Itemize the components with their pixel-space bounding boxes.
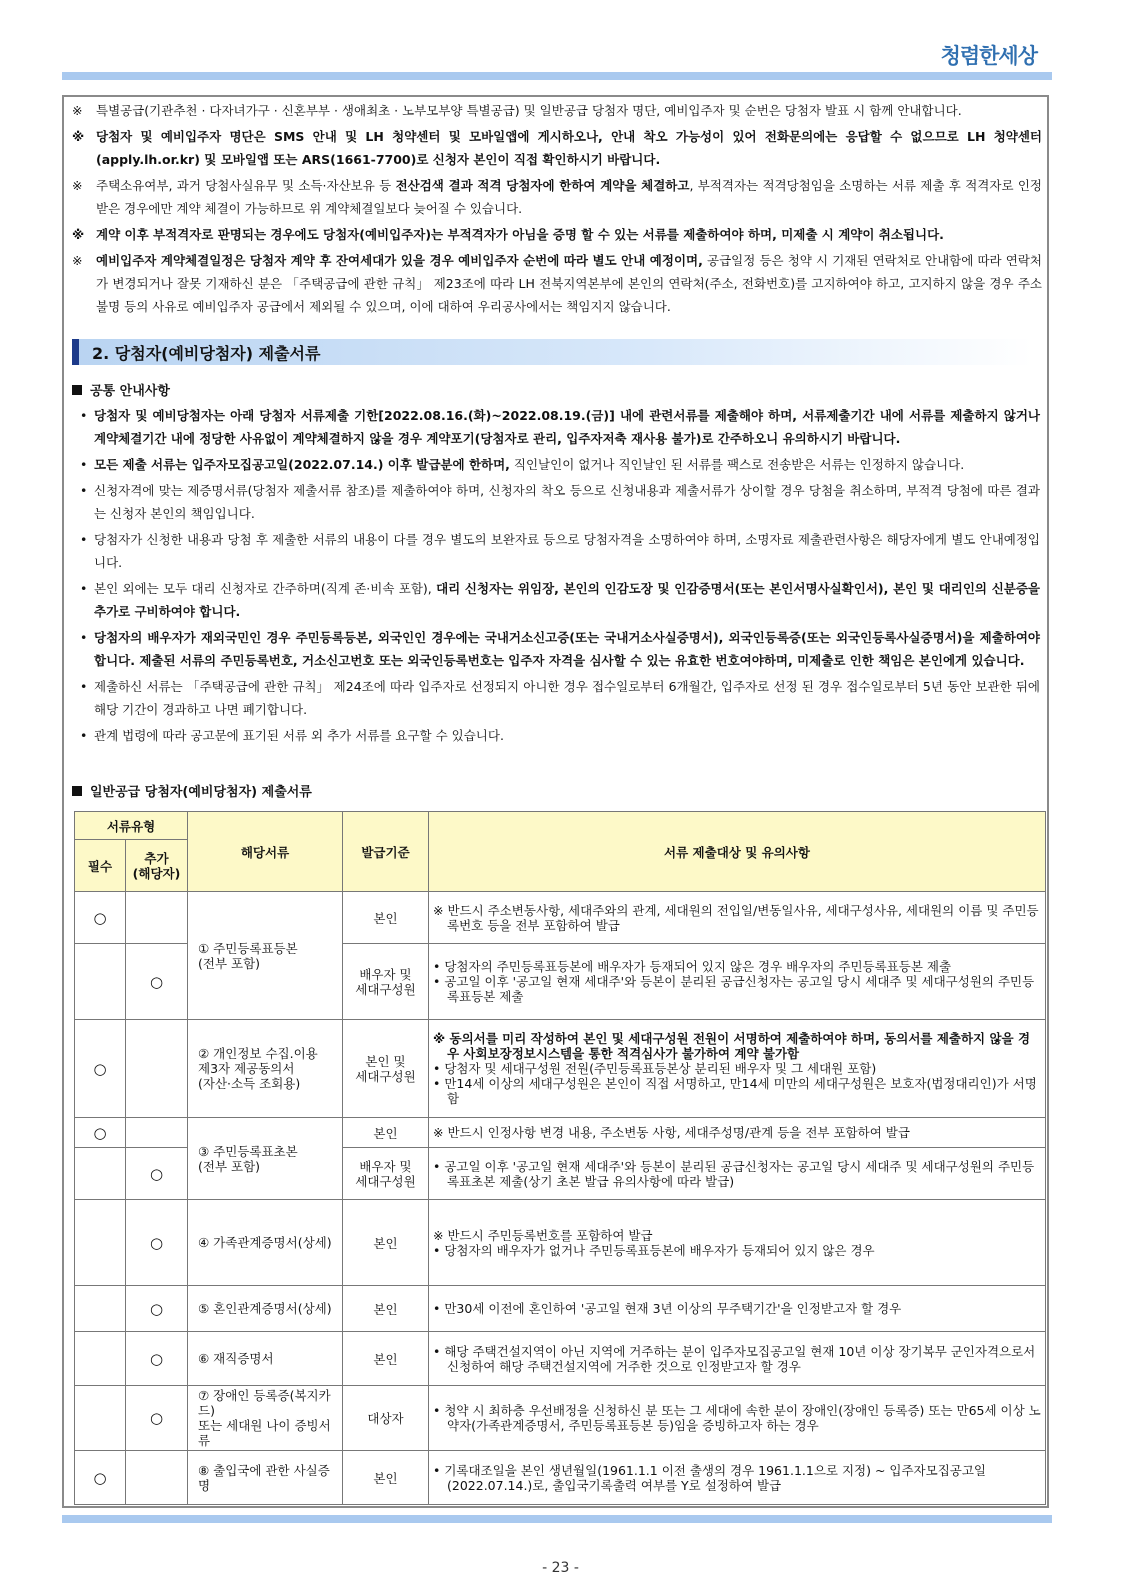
- note-item: ※ 당첨자 및 예비입주자 명단은 SMS 안내 및 LH 청약센터 및 모바일앱에 게시하오나, 안내 착오 가능성이 있어 전화문의에는 응답할 수 없으므로 LH 청약센터(apply.lh.or.kr) 및 모바일앱 또는 ARS(1661-7700)로 신청자 본인이 직접 확인하시기 바랍니다.: [72, 129, 1042, 167]
- header-basis: 발급기준: [343, 812, 429, 892]
- required-mark: ○: [75, 1118, 126, 1148]
- header-note: 서류 제출대상 및 유의사항: [429, 812, 1046, 892]
- extra-mark: [126, 1451, 188, 1505]
- required-mark: [75, 944, 126, 1020]
- required-mark: ○: [75, 892, 126, 944]
- header-extra: 추가 (해당자): [126, 840, 188, 892]
- list-item: • 제출하신 서류는 「주택공급에 관한 규칙」 제24조에 따라 입주자로 선정되지 아니한 경우 접수일로부터 6개월간, 입주자로 선정 된 경우 접수일로부터 5년 동안 보관한 뒤에 해당 기간이 경과하고 나면 폐기합니다.: [80, 679, 1040, 717]
- extra-mark: ○: [126, 1200, 188, 1286]
- extra-mark: ○: [126, 1286, 188, 1332]
- required-mark: ○: [75, 1451, 126, 1505]
- note: • 당첨자의 주민등록표등본에 배우자가 등재되어 있지 않은 경우 배우자의 주민등록표등본 제출 • 공고일 이후 '공고일 현재 세대주'와 등본이 분리된 공급신청자는 공고일 당시 세대주 및 세대구성원의 주민등록표등본 제출: [429, 944, 1046, 1020]
- extra-mark: [126, 892, 188, 944]
- doc-name: ⑥ 재직증명서: [188, 1332, 343, 1386]
- list-item: • 당첨자 및 예비당첨자는 아래 당첨자 서류제출 기한[2022.08.16.(화)~2022.08.19.(금)] 내에 관련서류를 제출해야 하며, 서류제출기간 내에 서류를 제출하지 않거나 계약체결기간 내에 정당한 사유없이 계약체결하지 않을 경우 계약포기(당첨자로 관리, 입주자저축 재사용 불가)로 간주하오니 유의하시기 바랍니다.: [80, 408, 1040, 446]
- doc-name: ② 개인정보 수집.이용 제3자 제공동의서 (자산·소득 조회용): [188, 1020, 343, 1118]
- page-number: - 23 -: [542, 1560, 579, 1576]
- basis: 대상자: [343, 1386, 429, 1451]
- doc-name: ① 주민등록표등본 (전부 포함): [188, 892, 343, 1020]
- extra-mark: ○: [126, 1148, 188, 1200]
- note: • 해당 주택건설지역이 아닌 지역에 거주하는 분이 입주자모집공고일 현재 10년 이상 장기복무 군인자격으로서 신청하여 해당 주택건설지역에 거주한 것으로 인정받고자 할 경우: [429, 1332, 1046, 1386]
- notes: [72, 99, 1042, 318]
- doc-name: ⑦ 장애인 등록증(복지카드) 또는 세대원 나이 증빙서류: [188, 1386, 343, 1451]
- extra-mark: ○: [126, 1386, 188, 1451]
- list-item: • 당첨자의 배우자가 재외국민인 경우 주민등록등본, 외국인인 경우에는 국내거소신고증(또는 국내거소사실증명서), 외국인등록증(또는 외국인등록사실증명서)을 제출하여야 합니다. 제출된 서류의 주민등록번호, 거소신고번호 또는 외국인등록번호는 입주자 자격을 심사할 수 있는 유효한 번호여야하며, 미제출로 인한 책임은 본인에게 있습니다.: [80, 630, 1040, 668]
- note: • 기록대조일을 본인 생년월일(1961.1.1 이전 출생의 경우 1961.1.1으로 지정) ~ 입주자모집공고일(2022.07.14.)로, 출입국기록출력 여부를 Y로 설정하여 발급: [429, 1451, 1046, 1505]
- basis: 본인: [343, 1451, 429, 1505]
- extra-mark: ○: [126, 1332, 188, 1386]
- section-title-bar: [72, 339, 79, 365]
- required-mark: [75, 1200, 126, 1286]
- note: • 공고일 이후 '공고일 현재 세대주'와 등본이 분리된 공급신청자는 공고일 당시 세대주 및 세대구성원의 주민등록표초본 제출(상기 초본 발급 유의사항에 따라 발급): [429, 1148, 1046, 1200]
- basis: 배우자 및 세대구성원: [343, 1148, 429, 1200]
- doc-name: ⑤ 혼인관계증명서(상세): [188, 1286, 343, 1332]
- extra-mark: [126, 1118, 188, 1148]
- required-mark: [75, 1332, 126, 1386]
- required-mark: [75, 1386, 126, 1451]
- common-heading: 공통 안내사항: [72, 380, 170, 399]
- square-bullet-icon: [72, 385, 82, 395]
- list-item: • 신청자격에 맞는 제증명서류(당첨자 제출서류 참조)를 제출하여야 하며, 신청자의 착오 등으로 신청내용과 제출서류가 상이할 경우 당첨을 취소하며, 부적격 당첨에 따른 결과는 신청자 본인의 책임입니다.: [80, 483, 1040, 521]
- basis: 본인: [343, 1200, 429, 1286]
- note: ※ 반드시 인정사항 변경 내용, 주소변동 사항, 세대주성명/관계 등을 전부 포함하여 발급: [429, 1118, 1046, 1148]
- basis: 본인: [343, 892, 429, 944]
- header-required: 필수: [75, 840, 126, 892]
- note-item: ※ 계약 이후 부적격자로 판명되는 경우에도 당첨자(예비입주자)는 부적격자가 아님을 증명 할 수 있는 서류를 제출하여야 하며, 미제출 시 계약이 취소됩니다.: [72, 227, 944, 242]
- documents-table: [74, 811, 1046, 1505]
- header-bar: [62, 72, 1052, 80]
- section-title: 2. 당첨자(예비당첨자) 제출서류: [72, 339, 1032, 365]
- basis: 배우자 및 세대구성원: [343, 944, 429, 1020]
- note-item: ※ 주택소유여부, 과거 당첨사실유무 및 소득·자산보유 등 전산검색 결과 적격 당첨자에 한하여 계약을 체결하고, 부적격자는 적격당첨임을 소명하는 서류 제출 후 적격자로 인정받은 경우에만 계약 체결이 가능하므로 위 계약체결일보다 늦어질 수 있습니다.: [72, 178, 1042, 216]
- note: ※ 반드시 주민등록번호를 포함하여 발급 • 당첨자의 배우자가 없거나 주민등록표등본에 배우자가 등재되어 있지 않은 경우: [429, 1200, 1046, 1286]
- square-bullet-icon: [72, 786, 82, 796]
- required-mark: [75, 1148, 126, 1200]
- logo: [941, 40, 1037, 70]
- note: ※ 반드시 주소변동사항, 세대주와의 관계, 세대원의 전입일/변동일사유, 세대구성사유, 세대원의 이름 및 주민등록번호 등을 전부 포함하여 발급: [429, 892, 1046, 944]
- doc-name: ④ 가족관계증명서(상세): [188, 1200, 343, 1286]
- note-item: ※ 예비입주자 계약체결일정은 당첨자 계약 후 잔여세대가 있을 경우 예비입주자 순번에 따라 별도 안내 예정이며, 공급일정 등은 청약 시 기재된 연락처로 안내함에 따라 연락처가 변경되거나 잘못 기재하신 분은 「주택공급에 관한 규칙」 제23조에 따라 LH 전북지역본부에 본인의 연락처(주소, 전화번호)를 고지하여야 하고, 고지하지 않을 경우 주소불명 등의 사유로 예비입주자 공급에서 제외될 수 있으며, 이에 대하여 우리공사에서는 책임지지 않습니다.: [72, 253, 1042, 314]
- note: ※ 동의서를 미리 작성하여 본인 및 세대구성원 전원이 서명하여 제출하여야 하며, 동의서를 제출하지 않을 경우 사회보장정보시스템을 통한 적격심사가 불가하여 계약 불가함 • 당첨자 및 세대구성원 전원(주민등록표등본상 분리된 배우자 및 그 세대원 포함) • 만14세 이상의 세대구성원은 본인이 직접 서명하고, 만14세 미만의 세대구성원은 보호자(법정대리인)가 서명함: [429, 1020, 1046, 1118]
- basis: 본인: [343, 1118, 429, 1148]
- doc-name: ③ 주민등록표초본 (전부 포함): [188, 1118, 343, 1200]
- header-doc: 해당서류: [188, 812, 343, 892]
- extra-mark: [126, 1020, 188, 1118]
- basis: 본인: [343, 1332, 429, 1386]
- list-item: • 본인 외에는 모두 대리 신청자로 간주하며(직계 존·비속 포함), 대리 신청자는 위임장, 본인의 인감도장 및 인감증명서(또는 본인서명사실확인서), 본인 및 대리인의 신분증을 추가로 구비하여야 합니다.: [80, 581, 1040, 619]
- basis: 본인: [343, 1286, 429, 1332]
- note-item: ※ 특별공급(기관추천 · 다자녀가구 · 신혼부부 · 생애최초 · 노부모부양 특별공급) 및 일반공급 당첨자 명단, 예비입주자 및 순번은 당첨자 발표 시 함께 안내합니다.: [72, 103, 962, 118]
- list-item: • 관계 법령에 따라 공고문에 표기된 서류 외 추가 서류를 요구할 수 있습니다.: [80, 728, 504, 743]
- note: • 만30세 이전에 혼인하여 '공고일 현재 3년 이상의 무주택기간'을 인정받고자 할 경우: [429, 1286, 1046, 1332]
- note: • 청약 시 최하층 우선배정을 신청하신 분 또는 그 세대에 속한 분이 장애인(장애인 등록증) 또는 만65세 이상 노약자(가족관계증명서, 주민등록표등본 등)임을 증빙하고자 하는 경우: [429, 1386, 1046, 1451]
- general-heading: 일반공급 당첨자(예비당첨자) 제출서류: [72, 781, 312, 800]
- required-mark: ○: [75, 1020, 126, 1118]
- list-item: • 모든 제출 서류는 입주자모집공고일(2022.07.14.) 이후 발급분에 한하며, 직인날인이 없거나 직인날인 된 서류를 팩스로 전송받은 서류는 인정하지 않습니다.: [80, 457, 965, 472]
- footer-bar: [62, 1515, 1052, 1523]
- doc-name: ⑧ 출입국에 관한 사실증명: [188, 1451, 343, 1505]
- logo-text: 청렴한세상: [940, 44, 1037, 68]
- extra-mark: ○: [126, 944, 188, 1020]
- header-doc-type: 서류유형: [75, 812, 188, 840]
- common-bullets: [78, 404, 1040, 750]
- list-item: • 당첨자가 신청한 내용과 당첨 후 제출한 서류의 내용이 다를 경우 별도의 보완자료 등으로 당첨자격을 소명하여야 하며, 소명자료 제출관련사항은 해당자에게 별도 안내예정입니다.: [80, 532, 1040, 570]
- required-mark: [75, 1286, 126, 1332]
- basis: 본인 및 세대구성원: [343, 1020, 429, 1118]
